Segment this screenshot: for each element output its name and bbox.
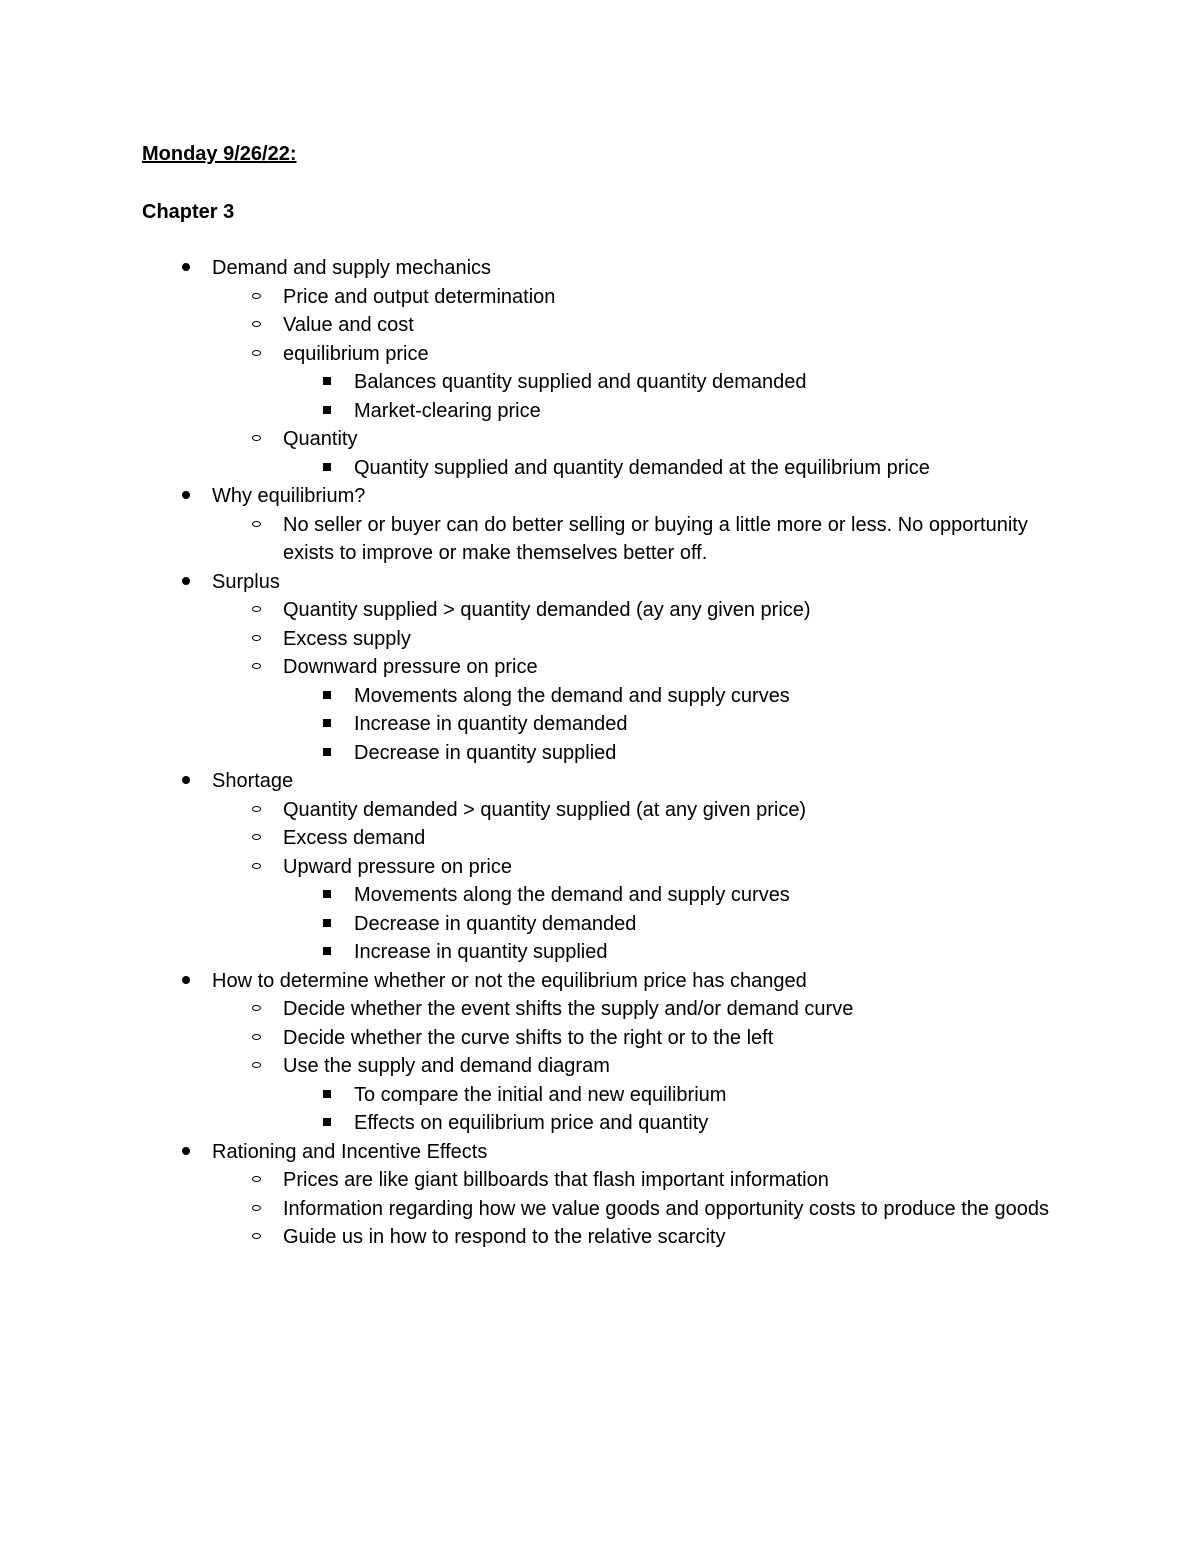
sub-sub-item-text: Movements along the demand and supply curves [354, 684, 790, 707]
bullet-circle-icon [246, 340, 266, 369]
bullet-circle-icon-shape [252, 435, 261, 441]
list-item [212, 853, 1062, 967]
bullet-dot-icon-shape [182, 776, 190, 784]
section-text: Surplus [212, 570, 280, 593]
sub-item-text: Use the supply and demand diagram [283, 1055, 610, 1077]
list-item [212, 1052, 1062, 1138]
bullet-circle-icon-shape [252, 834, 261, 840]
bullet-circle-icon-shape [252, 863, 261, 869]
bullet-square-icon [317, 368, 337, 397]
bullet-circle-icon [246, 311, 266, 340]
list-item [283, 1081, 1062, 1110]
bullet-circle-icon [246, 824, 266, 853]
list-item [212, 511, 1062, 568]
bullet-circle-icon [246, 653, 266, 682]
bullet-circle-icon [246, 995, 266, 1024]
list-item-row [354, 454, 1062, 483]
list-item [142, 482, 1062, 568]
sub-item-text: Quantity [283, 428, 358, 450]
list-item-row [283, 1223, 1062, 1252]
list-item-row [283, 853, 1062, 882]
page-title: Monday 9/26/22: [142, 143, 297, 165]
sub-sub-item-text: Market-clearing price [354, 399, 541, 422]
list-item-row [283, 824, 1062, 853]
bullet-square-icon-shape [323, 947, 331, 955]
bullet-circle-icon-shape [252, 606, 261, 612]
list-item [283, 1109, 1062, 1138]
sub-item-text: Information regarding how we value goods and opportunity costs to produce the goods [283, 1197, 1050, 1220]
list-item-row [354, 1081, 1062, 1110]
bullet-circle-icon [246, 1024, 266, 1053]
bullet-circle-icon-shape [252, 1005, 261, 1011]
bullet-square-icon-shape [323, 890, 331, 898]
bullet-circle-icon [246, 1166, 266, 1195]
sub-sub-item-text: Decrease in quantity supplied [354, 741, 617, 764]
list-item-row [212, 967, 1062, 996]
bullet-square-icon-shape [323, 719, 331, 727]
sub-sub-item-text: Movements along the demand and supply curves [354, 884, 790, 906]
list-item [142, 967, 1062, 1138]
bullet-circle-icon [246, 796, 266, 825]
list-item [212, 425, 1062, 482]
sub-item-text: Quantity demanded > quantity supplied (at any given price) [283, 798, 807, 821]
list-item [283, 397, 1062, 426]
sub-sub-item-text: Decrease in quantity demanded [354, 912, 637, 935]
bullet-square-icon [317, 454, 337, 483]
sub-sub-item-text: Increase in quantity supplied [354, 941, 608, 963]
list-item-row [212, 767, 1062, 796]
list-item-row [283, 340, 1062, 369]
list-item [212, 1195, 1062, 1224]
bullet-dot-icon [176, 254, 196, 283]
list-item-row [283, 283, 1062, 312]
bullet-circle-icon [246, 596, 266, 625]
sub-sub-item-text: Effects on equilibrium price and quantity [354, 1112, 709, 1134]
list-item [283, 739, 1062, 768]
bullet-dot-icon-shape [182, 1147, 190, 1155]
bullet-circle-icon [246, 283, 266, 312]
section-text: Demand and supply mechanics [212, 257, 492, 279]
list-item [212, 311, 1062, 340]
section-text: Why equilibrium? [212, 485, 366, 507]
bullet-circle-icon-shape [252, 806, 261, 812]
bullet-circle-icon [246, 1223, 266, 1252]
bullet-dot-icon [176, 568, 196, 597]
bullet-dot-icon-shape [182, 263, 190, 271]
bullet-dot-icon [176, 767, 196, 796]
bullet-dot-icon [176, 967, 196, 996]
list-item-row [354, 682, 1062, 711]
bullet-circle-icon [246, 1195, 266, 1224]
bullet-circle-icon-shape [252, 321, 261, 327]
bullet-circle-icon-shape [252, 663, 261, 669]
sub-sub-item-text: Increase in quantity demanded [354, 713, 628, 735]
sub-sub-list [283, 881, 1062, 967]
list-item-row [283, 1166, 1062, 1195]
bullet-circle-icon [246, 511, 266, 540]
bullet-circle-icon-shape [252, 635, 261, 641]
sub-sub-item-text: Quantity supplied and quantity demanded at the equilibrium price [354, 456, 930, 479]
outline-list [142, 254, 1062, 1252]
list-item-row [354, 739, 1062, 768]
list-item [212, 1024, 1062, 1053]
list-item [283, 910, 1062, 939]
sub-list [142, 1166, 1062, 1252]
bullet-circle-icon [246, 425, 266, 454]
sub-item-text: Prices are like giant billboards that flash important information [283, 1169, 829, 1191]
bullet-square-icon-shape [323, 406, 331, 414]
bullet-square-icon-shape [323, 377, 331, 385]
sub-item-text: Value and cost [283, 314, 414, 336]
list-item [212, 1223, 1062, 1252]
list-item-row [354, 938, 1062, 967]
bullet-square-icon-shape [323, 1118, 331, 1126]
sub-item-text: Downward pressure on price [283, 656, 538, 678]
list-item [212, 796, 1062, 825]
bullet-square-icon [317, 1081, 337, 1110]
list-item-row [283, 625, 1062, 654]
list-item [142, 767, 1062, 967]
list-item [142, 254, 1062, 482]
list-item-row [283, 596, 1062, 625]
list-item [283, 710, 1062, 739]
bullet-square-icon-shape [323, 919, 331, 927]
list-item [212, 625, 1062, 654]
bullet-circle-icon-shape [252, 1233, 261, 1239]
bullet-circle-icon [246, 625, 266, 654]
chapter-heading: Chapter 3 [142, 201, 235, 223]
list-item [212, 340, 1062, 426]
list-item [283, 454, 1062, 483]
sub-list [142, 796, 1062, 967]
bullet-circle-icon-shape [252, 293, 261, 299]
sub-list [142, 995, 1062, 1138]
bullet-square-icon [317, 1109, 337, 1138]
list-item [212, 824, 1062, 853]
bullet-dot-icon-shape [182, 976, 190, 984]
list-item-row [354, 710, 1062, 739]
bullet-dot-icon [176, 1138, 196, 1167]
sub-item-text: Excess demand [283, 827, 426, 849]
list-item-row [283, 796, 1062, 825]
list-item-row [212, 568, 1062, 597]
list-item [283, 881, 1062, 910]
bullet-dot-icon [176, 482, 196, 511]
bullet-circle-icon [246, 853, 266, 882]
list-item-row [212, 1138, 1062, 1167]
sub-sub-list [283, 454, 1062, 483]
list-item [212, 596, 1062, 625]
list-item [212, 653, 1062, 767]
bullet-square-icon [317, 739, 337, 768]
bullet-square-icon [317, 881, 337, 910]
sub-sub-list [283, 682, 1062, 768]
sub-list [142, 596, 1062, 767]
list-item-row [283, 995, 1062, 1024]
sub-list [142, 283, 1062, 483]
list-item [142, 1138, 1062, 1252]
bullet-square-icon [317, 910, 337, 939]
sub-sub-item-text: Balances quantity supplied and quantity demanded [354, 371, 807, 393]
section-text: Shortage [212, 770, 294, 792]
bullet-square-icon [317, 397, 337, 426]
list-item [283, 368, 1062, 397]
bullet-circle-icon-shape [252, 521, 261, 527]
bullet-square-icon [317, 710, 337, 739]
sub-list [142, 511, 1062, 568]
list-item-row [354, 881, 1062, 910]
list-item-row [212, 254, 1062, 283]
list-item [283, 938, 1062, 967]
list-item-row [283, 425, 1062, 454]
bullet-square-icon-shape [323, 1090, 331, 1098]
sub-item-text: equilibrium price [283, 342, 429, 365]
bullet-square-icon [317, 938, 337, 967]
bullet-circle-icon-shape [252, 1176, 261, 1182]
notes-page [142, 140, 1062, 1252]
list-item [212, 1166, 1062, 1195]
sub-sub-list [283, 1081, 1062, 1138]
list-item [212, 995, 1062, 1024]
bullet-circle-icon-shape [252, 1034, 261, 1040]
list-item-row [354, 368, 1062, 397]
bullet-square-icon-shape [323, 748, 331, 756]
sub-sub-item-text: To compare the initial and new equilibrium [354, 1083, 727, 1106]
bullet-dot-icon-shape [182, 577, 190, 585]
list-item-row [283, 511, 1062, 568]
list-item-row [354, 910, 1062, 939]
list-item-row [354, 397, 1062, 426]
sub-sub-list [283, 368, 1062, 425]
bullet-circle-icon [246, 1052, 266, 1081]
sub-item-text: Decide whether the event shifts the supply and/or demand curve [283, 998, 854, 1020]
list-item-row [354, 1109, 1062, 1138]
sub-item-text: Guide us in how to respond to the relative scarcity [283, 1226, 726, 1248]
list-item-row [283, 311, 1062, 340]
bullet-square-icon-shape [323, 691, 331, 699]
list-item-row [212, 482, 1062, 511]
section-text: How to determine whether or not the equilibrium price has changed [212, 969, 807, 992]
bullet-dot-icon-shape [182, 491, 190, 499]
sub-item-text: Excess supply [283, 627, 411, 650]
bullet-circle-icon-shape [252, 350, 261, 356]
sub-item-text: Price and output determination [283, 285, 556, 308]
sub-item-text: No seller or buyer can do better selling or buying a little more or less. No opportunity exists to improve or make themselves better off. [283, 513, 1028, 564]
list-item [212, 283, 1062, 312]
bullet-square-icon-shape [323, 463, 331, 471]
list-item-row [283, 653, 1062, 682]
sub-item-text: Decide whether the curve shifts to the right or to the left [283, 1026, 774, 1049]
bullet-circle-icon-shape [252, 1062, 261, 1068]
sub-item-text: Upward pressure on price [283, 855, 512, 878]
list-item-row [283, 1024, 1062, 1053]
list-item [283, 682, 1062, 711]
section-text: Rationing and Incentive Effects [212, 1140, 488, 1163]
list-item-row [283, 1195, 1062, 1224]
sub-item-text: Quantity supplied > quantity demanded (ay any given price) [283, 599, 811, 621]
list-item-row [283, 1052, 1062, 1081]
bullet-circle-icon-shape [252, 1205, 261, 1211]
bullet-square-icon [317, 682, 337, 711]
list-item [142, 568, 1062, 768]
